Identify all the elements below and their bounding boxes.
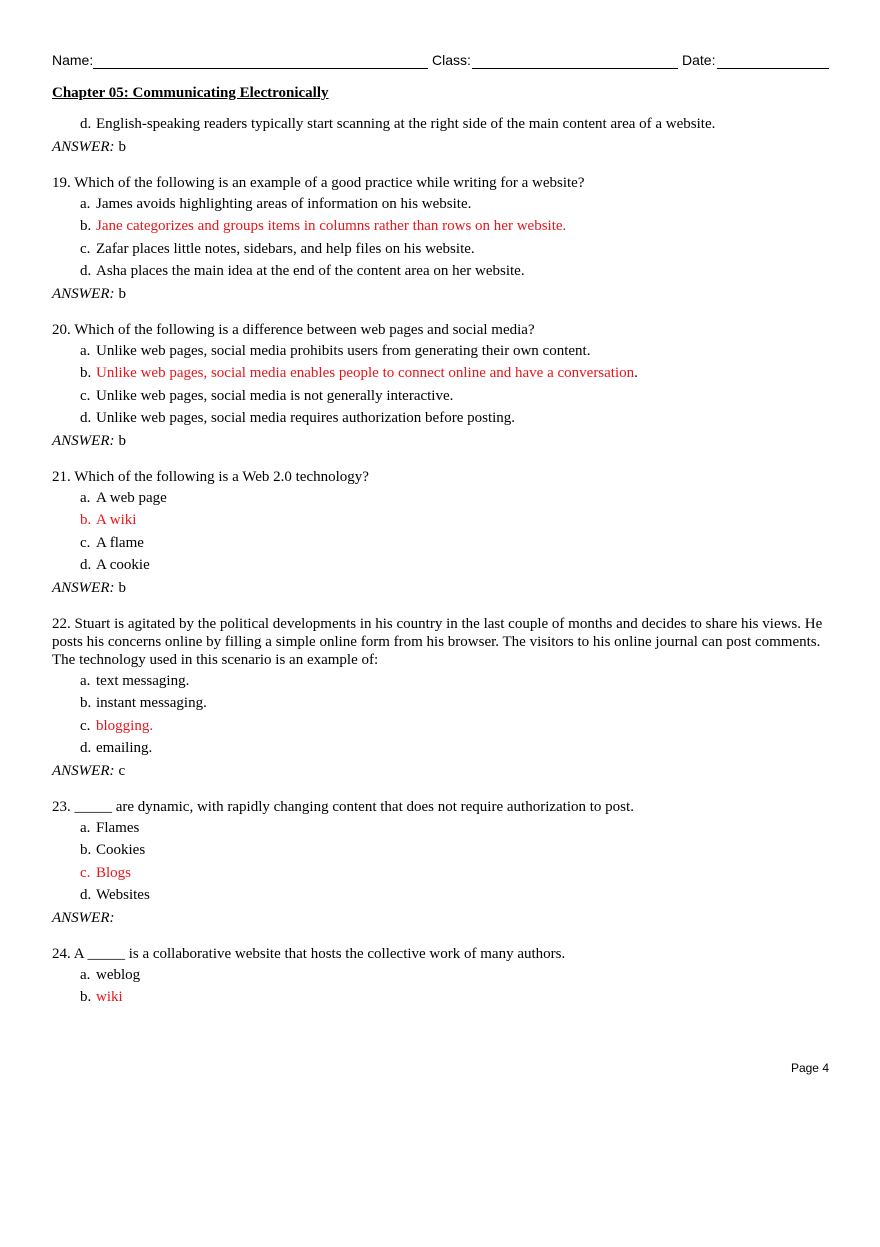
- option-text: A wiki: [96, 512, 137, 528]
- question-text: Which of the following is a Web 2.0 technology?: [74, 468, 369, 485]
- option-letter: a.: [80, 966, 91, 983]
- answer-label: ANSWER:: [52, 138, 115, 155]
- option-text: Cookies: [96, 842, 146, 858]
- option-text-wrap: [96, 217, 832, 235]
- answer-option: [80, 672, 832, 690]
- option-text: Unlike web pages, social media requires authorization before posting.: [96, 410, 516, 426]
- page-number: Page 4: [790, 1061, 829, 1075]
- name-label: Name:: [52, 52, 94, 68]
- option-text-wrap: [96, 409, 832, 427]
- answer-option: [80, 262, 832, 280]
- question-stem: [52, 174, 832, 192]
- answer-option: [80, 240, 832, 258]
- option-text-wrap: [96, 841, 832, 859]
- answer-option: [80, 819, 832, 837]
- option-text-wrap: [96, 195, 832, 213]
- option-text-wrap: [96, 694, 832, 712]
- option-text-wrap: [96, 864, 832, 882]
- question-number: 22.: [52, 615, 71, 632]
- option-text-wrap: [96, 556, 832, 574]
- option-letter: b.: [80, 989, 92, 1005]
- question-stem: [52, 615, 832, 669]
- option-text-wrap: [96, 886, 832, 904]
- correct-answer-option: [80, 864, 832, 882]
- option-text-wrap: [96, 262, 832, 280]
- answer-line: [52, 285, 832, 303]
- answer-option: [80, 342, 832, 360]
- answer-label: ANSWER:: [52, 432, 115, 449]
- option-letter: c.: [80, 534, 91, 551]
- question-number: 19.: [52, 174, 71, 191]
- option-text: Flames: [96, 819, 140, 836]
- option-text: Unlike web pages, social media is not generally interactive.: [96, 387, 454, 404]
- correct-answer-option: [80, 217, 832, 235]
- question-stem: [52, 798, 832, 816]
- option-trailing-punct: .: [634, 365, 638, 381]
- option-letter: a.: [80, 195, 91, 212]
- question-number: 23.: [52, 798, 71, 815]
- option-text-wrap: [96, 672, 832, 690]
- question-text: _____ are dynamic, with rapidly changing content that does not require authorization to post.: [74, 798, 634, 815]
- option-letter: b.: [80, 512, 92, 528]
- answer-label: ANSWER:: [52, 762, 115, 779]
- question-text: Which of the following is an example of a good practice while writing for a website?: [74, 174, 585, 191]
- option-text: A web page: [96, 489, 167, 506]
- option-letter: a.: [80, 342, 91, 359]
- option-text: emailing.: [96, 740, 153, 756]
- option-text-wrap: [96, 489, 832, 507]
- option-letter: d.: [80, 410, 92, 426]
- date-label: Date:: [682, 52, 716, 68]
- option-letter: a.: [80, 672, 91, 689]
- option-text-wrap: [96, 819, 832, 837]
- option-text-wrap: [96, 364, 832, 382]
- date-field[interactable]: [717, 68, 829, 69]
- answer-option: [80, 694, 832, 712]
- answer-value: b: [118, 579, 126, 596]
- answer-line: [52, 138, 832, 156]
- question-number: 21.: [52, 468, 71, 485]
- answer-option: [80, 966, 832, 984]
- option-text: instant messaging.: [96, 695, 207, 711]
- correct-answer-option: [80, 364, 832, 382]
- option-text: English-speaking readers typically start scanning at the right side of the main content area of a website.: [96, 116, 716, 132]
- option-text-wrap: [96, 739, 832, 757]
- option-letter: c.: [80, 240, 91, 257]
- class-label: Class:: [432, 52, 471, 68]
- question-list: [52, 115, 832, 1011]
- answer-label: ANSWER:: [52, 909, 115, 926]
- question-text: Which of the following is a difference between web pages and social media?: [74, 321, 535, 338]
- option-letter: c.: [80, 717, 91, 734]
- answer-value: b: [118, 138, 126, 155]
- option-text-wrap: [96, 988, 832, 1006]
- option-text: Asha places the main idea at the end of the content area on her website.: [96, 263, 525, 279]
- question-stem: [52, 468, 832, 486]
- answer-option: [80, 387, 832, 405]
- question-number: 24.: [52, 945, 71, 962]
- option-text: James avoids highlighting areas of information on his website.: [96, 195, 472, 212]
- correct-answer-option: [80, 511, 832, 529]
- question-number: 20.: [52, 321, 71, 338]
- option-text: Websites: [96, 887, 150, 903]
- answer-line: [52, 579, 832, 597]
- answer-value: c: [118, 762, 126, 779]
- correct-answer-option: [80, 717, 832, 735]
- answer-option: [80, 534, 832, 552]
- option-text: blogging.: [96, 717, 154, 734]
- option-text: wiki: [96, 989, 123, 1005]
- option-text-wrap: [96, 717, 832, 735]
- option-letter: d.: [80, 557, 92, 573]
- option-letter: c.: [80, 864, 91, 881]
- answer-label: ANSWER:: [52, 285, 115, 302]
- option-letter: a.: [80, 489, 91, 506]
- option-text: weblog: [96, 966, 141, 983]
- option-text-wrap: [96, 387, 832, 405]
- option-text-wrap: [96, 511, 832, 529]
- answer-option: [80, 886, 832, 904]
- answer-option: [80, 841, 832, 859]
- answer-option: [80, 489, 832, 507]
- option-letter: b.: [80, 695, 92, 711]
- option-text: Unlike web pages, social media enables people to connect online and have a conversation: [96, 365, 635, 381]
- option-text-wrap: [96, 966, 832, 984]
- question-text: A _____ is a collaborative website that hosts the collective work of many authors.: [73, 945, 566, 962]
- option-text: A cookie: [96, 557, 150, 573]
- option-text-wrap: [96, 534, 832, 552]
- option-text: Jane categorizes and groups items in columns rather than rows on her website.: [96, 218, 567, 234]
- question-stem: [52, 945, 832, 963]
- option-text: Unlike web pages, social media prohibits users from generating their own content.: [96, 342, 591, 359]
- option-letter: d.: [80, 116, 92, 132]
- answer-line: [52, 762, 832, 780]
- answer-label: ANSWER:: [52, 579, 115, 596]
- answer-value: b: [118, 432, 126, 449]
- question-text: Stuart is agitated by the political developments in his country in the last couple of months and decides to share his views. He posts his concerns online by filling a simple online form from his browser. The visitors to his online journal can post comments. The technology used in this scenario is an example of:: [52, 615, 823, 668]
- answer-line: [52, 432, 832, 450]
- option-letter: b.: [80, 365, 92, 381]
- answer-option: [80, 556, 832, 574]
- name-field[interactable]: [93, 68, 428, 69]
- option-text: Zafar places little notes, sidebars, and help files on his website.: [96, 240, 475, 257]
- option-letter: a.: [80, 819, 91, 836]
- chapter-title: Chapter 05: Communicating Electronically: [52, 85, 329, 101]
- answer-value: b: [118, 285, 126, 302]
- option-text: A flame: [96, 534, 144, 551]
- answer-option: [80, 409, 832, 427]
- option-letter: d.: [80, 740, 92, 756]
- option-letter: d.: [80, 263, 92, 279]
- answer-line: [52, 909, 832, 927]
- class-field[interactable]: [472, 68, 678, 69]
- answer-option: [80, 115, 832, 133]
- question-stem: [52, 321, 832, 339]
- option-letter: b.: [80, 218, 92, 234]
- option-text-wrap: [96, 240, 832, 258]
- option-text-wrap: [96, 342, 832, 360]
- option-text: text messaging.: [96, 672, 190, 689]
- header-fields: [52, 52, 829, 70]
- option-letter: c.: [80, 387, 91, 404]
- correct-answer-option: [80, 988, 832, 1006]
- option-letter: b.: [80, 842, 92, 858]
- answer-option: [80, 195, 832, 213]
- answer-option: [80, 739, 832, 757]
- option-text: Blogs: [96, 864, 132, 881]
- option-letter: d.: [80, 887, 92, 903]
